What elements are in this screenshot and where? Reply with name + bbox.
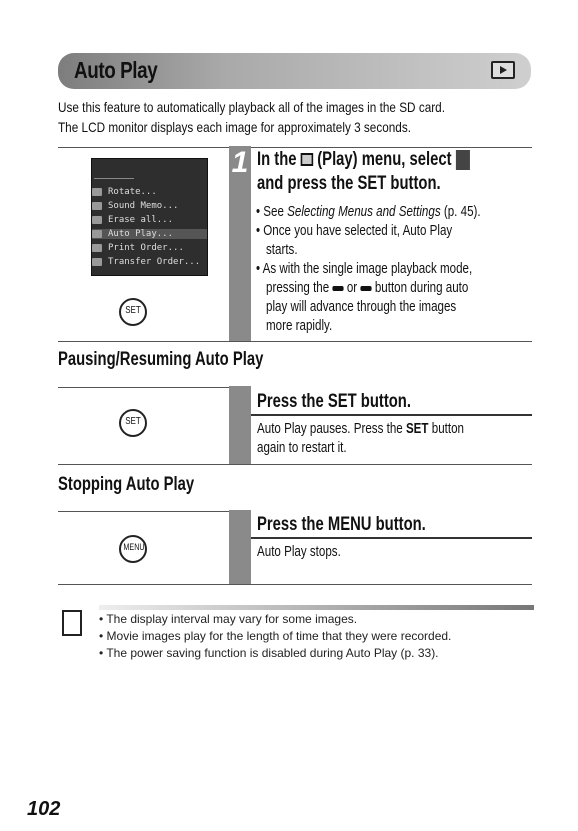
step-bar	[229, 386, 251, 464]
bullet-continuation: pressing the or button during auto	[266, 280, 469, 296]
page-number: 102	[27, 798, 61, 820]
divider	[58, 464, 532, 465]
lcd-menu-item: Transfer Order...	[92, 257, 200, 267]
menu-button-icon: MENU	[119, 535, 147, 563]
transfer-icon	[92, 258, 102, 266]
step-title: Press the SET button.	[257, 391, 411, 412]
auto-play-menu-icon	[456, 150, 470, 170]
bullet-item: • See Selecting Menus and Settings (p. 45).	[256, 204, 481, 220]
step-number: 1	[231, 146, 249, 179]
step-bar	[229, 510, 251, 584]
divider	[58, 341, 532, 342]
step-title-line-2: and press the SET button.	[257, 173, 441, 194]
print-icon	[92, 244, 102, 252]
auto-play-icon	[92, 230, 102, 238]
note-item: • Movie images play for the length of time that they were recorded.	[99, 629, 452, 643]
step-title: In the (Play) menu, select	[257, 148, 470, 172]
microphone-icon	[92, 202, 102, 210]
divider	[251, 537, 532, 539]
note-item: • The display interval may vary for some images.	[99, 612, 358, 626]
divider	[251, 414, 532, 416]
page-title: Auto Play	[74, 57, 158, 83]
set-button-icon: SET	[119, 298, 147, 326]
note-bar	[99, 605, 534, 610]
bullet-item: • As with the single image playback mode,	[256, 261, 473, 277]
divider	[58, 511, 230, 512]
erase-icon	[92, 216, 102, 224]
set-button-icon: SET	[119, 409, 147, 437]
note-item: • The power saving function is disabled during Auto Play (p. 33).	[99, 646, 439, 660]
lcd-tab-strip	[94, 162, 134, 179]
step-title: Press the MENU button.	[257, 514, 426, 535]
rotate-icon	[92, 188, 102, 196]
note-icon	[62, 610, 82, 636]
intro-line-2: The LCD monitor displays each image for approximately 3 seconds.	[58, 119, 411, 135]
intro-line-1: Use this feature to automatically playback all of the images in the SD card.	[58, 99, 445, 115]
lcd-menu-item-selected: Auto Play...	[92, 229, 207, 239]
play-mode-icon	[491, 61, 515, 79]
lcd-menu-item: Print Order...	[92, 243, 184, 253]
lcd-menu-item: Erase all...	[92, 215, 173, 225]
step-body: Auto Play stops.	[257, 544, 341, 560]
bullet-continuation: play will advance through the images	[266, 299, 457, 315]
bullet-continuation: more rapidly.	[266, 318, 333, 334]
divider	[58, 147, 230, 148]
bullet-item: • Once you have selected it, Auto Play	[256, 223, 453, 239]
lcd-menu-item: Rotate...	[92, 187, 157, 197]
step-body: Auto Play pauses. Press the SET button	[257, 421, 464, 437]
step-body: again to restart it.	[257, 440, 347, 456]
divider	[58, 584, 532, 585]
divider	[58, 387, 230, 388]
right-arrow-icon	[360, 286, 371, 291]
section-heading: Stopping Auto Play	[58, 474, 195, 495]
left-arrow-icon	[332, 286, 343, 291]
play-icon	[301, 153, 313, 166]
intro-text	[58, 97, 445, 137]
section-heading: Pausing/Resuming Auto Play	[58, 349, 264, 370]
bullet-continuation: starts.	[266, 242, 298, 258]
lcd-menu-item: Sound Memo...	[92, 201, 178, 211]
